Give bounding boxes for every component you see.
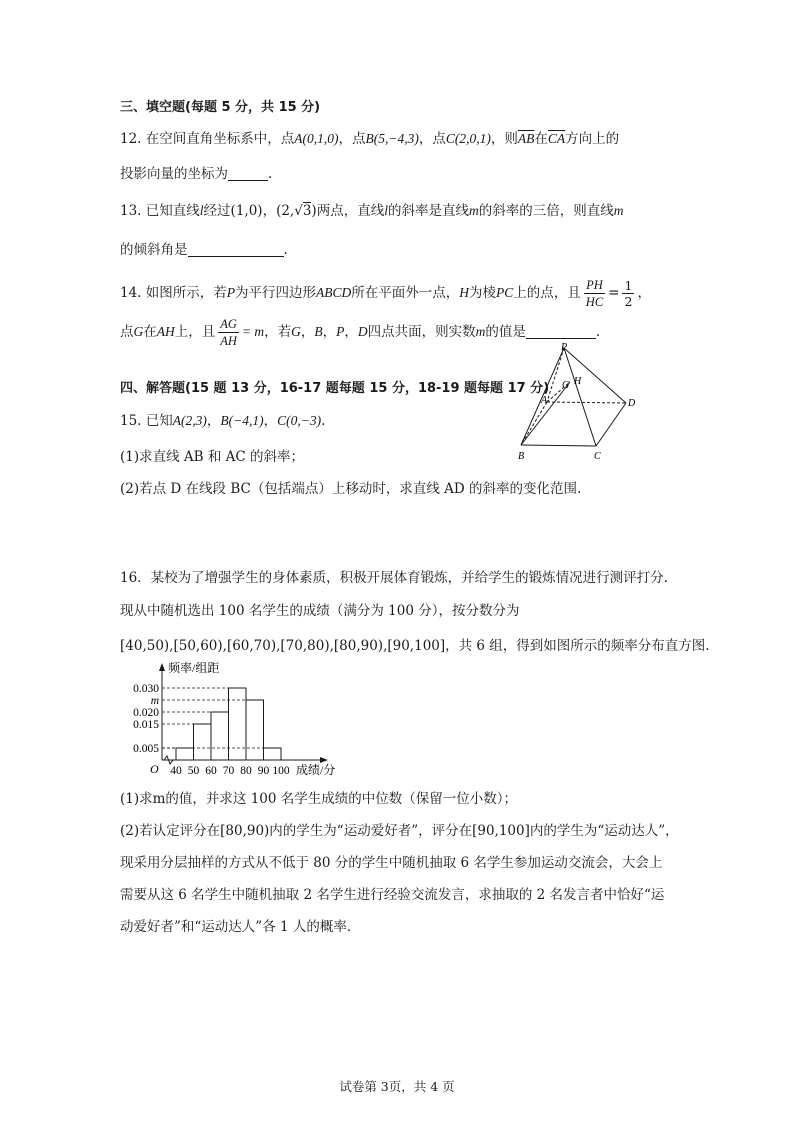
origin-label: O <box>150 762 159 776</box>
q13-text: 经过 <box>203 203 231 219</box>
q12-number: 12. <box>120 131 142 147</box>
y-tick-label: 0.030 <box>133 683 159 695</box>
q15-sep: ， <box>206 413 221 429</box>
q16-line-3 <box>120 636 710 656</box>
q14-text: 所在平面外一点， <box>351 285 460 301</box>
q13-text: 的倾斜角是 <box>120 242 188 258</box>
q12-vector-ab: $\overline{AB}$ <box>517 131 535 146</box>
section-3-heading: 三、填空题(每题 5 分，共 15 分) <box>120 100 321 115</box>
q15-line-1 <box>120 411 325 431</box>
q14-fraction-half <box>622 278 634 309</box>
y-axis-arrow <box>159 663 165 671</box>
q14-answer-blank[interactable] <box>526 324 596 339</box>
label-b: B <box>518 451 525 462</box>
y-axis-label: 频率/组距 <box>168 661 220 675</box>
x-tick-label: 50 <box>187 765 200 777</box>
q14-text: 上，且 <box>174 324 216 340</box>
q15-sub-2: (2)若点 D 在线段 BC（包括端点）上移动时，求直线 AD 的斜率的变化范围. <box>120 481 582 497</box>
q13-number: 13. <box>120 203 142 219</box>
q12-point-a: A(0,1,0) <box>294 131 339 146</box>
label-h: H <box>574 376 582 387</box>
q14-var: P <box>336 324 345 339</box>
q15-point-b: B(−4,1) <box>220 413 264 428</box>
q12-point-b: B(5,−4,3) <box>365 131 419 146</box>
q13-text: 两点，直线 <box>316 203 385 219</box>
q16-intervals: [40,50),[50,60),[60,70),[70,80),[80,90),[90,100] <box>120 638 446 654</box>
q14-text: 如图所示，若 <box>145 285 227 301</box>
q15-number: 15. <box>120 413 142 429</box>
q14-text: 在 <box>143 324 157 340</box>
q12-line-1 <box>120 129 619 149</box>
q12-line-2 <box>120 164 272 184</box>
y-tick-label: 0.020 <box>133 707 159 719</box>
x-tick-label: 70 <box>222 765 235 777</box>
q16-sub-4: 需要从这 6 名学生中随机抽取 2 名学生进行经验交流发言，求抽取的 2 名发言者中恰好“运 <box>120 887 665 903</box>
q14-var: B <box>314 324 323 339</box>
edge-ab <box>521 402 547 445</box>
q14-text: 为棱 <box>469 285 497 301</box>
q14-text: ，若 <box>264 324 292 340</box>
q16-sub-5: 动爱好者”和“运动达人”各 1 人的概率. <box>120 919 352 935</box>
q12-text: 在空间直角坐标系中，点 <box>145 131 295 147</box>
q14-text: 上的点，且 <box>513 285 581 301</box>
q15-sub-1: (1)求直线 AB 和 AC 的斜率； <box>120 449 305 465</box>
q16-sub-1: (1)求m的值，并求这 100 名学生成绩的中位数（保留一位小数）； <box>120 791 518 807</box>
hist-bar <box>176 748 194 760</box>
q13-text: 已知直线 <box>145 203 200 219</box>
q12-text: ，点 <box>338 131 366 147</box>
section-4-heading: 四、解答题(15 题 13 分，16-17 题每题 15 分，18-19 题每题 17 分) <box>120 381 550 396</box>
label-g: G <box>562 380 570 391</box>
q14-sep: ， <box>322 324 337 340</box>
q13-answer-blank[interactable] <box>188 242 284 257</box>
q13-p2a: (2, <box>276 203 295 219</box>
y-tick-label: 0.015 <box>133 719 159 731</box>
label-d: D <box>628 398 636 409</box>
q14-var: D <box>357 324 368 339</box>
x-axis-label: 成绩/分 <box>296 763 336 777</box>
q13-line-l: l <box>199 203 204 218</box>
edge-bc <box>521 445 596 446</box>
q16-sub-2: (2)若认定评分在[80,90)内的学生为“运动爱好者”，评分在[90,100]内的学生为“运动达人”， <box>120 823 679 839</box>
q14-end: . <box>595 324 601 340</box>
q14-fraction-ag-ah <box>218 316 239 349</box>
q13-line-2 <box>120 240 288 260</box>
q14-frac-den: HC <box>585 295 604 309</box>
edge-ad <box>547 402 626 403</box>
q13-text: 的斜率的三倍，则直线 <box>478 203 614 219</box>
q14-comma: ， <box>637 285 651 301</box>
x-tick-label: 90 <box>257 765 270 777</box>
hist-bar <box>246 700 264 760</box>
q14-frac-num: 1 <box>624 278 633 293</box>
q14-var: ABCD <box>316 285 352 300</box>
q16-sub-3: 现采用分层抽样的方式从不低于 80 分的学生中随机抽取 6 名学生参加运动交流会，大会上 <box>120 855 663 871</box>
frequency-histogram <box>118 660 358 786</box>
q12-text: ，点 <box>418 131 446 147</box>
q13-point-2: (2,√3) <box>276 203 317 219</box>
q13-line-m: m <box>613 203 624 218</box>
edge-cd <box>596 403 626 446</box>
x-tick-label: 80 <box>240 765 252 777</box>
q12-point-c: C(2,0,1) <box>445 131 491 146</box>
q16-line-2: 现从中随机选出 100 名学生的成绩（满分为 100 分），按分数分为 <box>120 603 520 619</box>
q12-text: 在 <box>534 131 548 147</box>
q14-var: PC <box>496 285 514 300</box>
q14-var: m <box>475 324 486 339</box>
q14-frac-num: PH <box>586 278 603 292</box>
q14-text: 四点共面，则实数 <box>367 324 476 340</box>
hist-bar <box>229 688 247 760</box>
q16-text: ，共 6 组，得到如图所示的频率分布直方图. <box>445 638 710 654</box>
pyramid-figure <box>510 340 650 465</box>
q12-end: . <box>268 166 273 182</box>
q14-line-1 <box>120 277 651 310</box>
q14-var: G <box>291 324 301 339</box>
x-tick-label: 60 <box>205 765 217 777</box>
q14-fraction-ph-hc <box>584 277 605 310</box>
label-a: A <box>541 395 548 406</box>
q16-line-1: 16．某校为了增强学生的身体素质，积极开展体育锻炼，并给学生的锻炼情况进行测评打分. <box>120 570 668 586</box>
q14-var: H <box>459 285 470 300</box>
y-tick-label: m <box>150 695 159 707</box>
q15-end: . <box>321 413 326 429</box>
q14-text: 的值是 <box>485 324 526 340</box>
q12-text: 方向上的 <box>565 131 620 147</box>
q14-var: G <box>133 324 144 339</box>
q14-number: 14. <box>120 285 142 301</box>
q14-frac-den: 2 <box>624 294 633 309</box>
q14-var: AH <box>156 324 175 339</box>
x-tick-label: 100 <box>272 765 290 777</box>
q13-end: . <box>283 242 288 258</box>
q13-point-1: (1,0) <box>230 203 263 219</box>
q15-text: 已知 <box>145 413 173 429</box>
q14-frac-num: AG <box>220 317 237 331</box>
q15-sep: ， <box>263 413 278 429</box>
q12-text: ，则 <box>490 131 518 147</box>
q13-sep: ， <box>262 203 277 219</box>
hist-bar <box>264 748 282 760</box>
q12-vector-ca: $\overline{CA}$ <box>547 131 566 146</box>
q14-eqm: = m <box>241 324 265 339</box>
q13-text: 的斜率是直线 <box>387 203 469 219</box>
q13-p2b: ) <box>311 203 317 219</box>
q14-sep: ， <box>344 324 358 340</box>
q13-line-m: m <box>468 203 479 218</box>
q14-eq: = <box>608 285 620 301</box>
q14-frac-den: AH <box>220 334 237 348</box>
q12-answer-blank[interactable] <box>228 166 268 181</box>
q15-point-a: A(2,3) <box>172 413 207 428</box>
hist-bar <box>194 724 212 760</box>
q15-point-c: C(0,−3) <box>277 413 322 428</box>
q14-sep: ， <box>300 324 315 340</box>
q14-text: 为平行四边形 <box>235 285 317 301</box>
label-p: P <box>561 342 568 353</box>
edge-pa <box>547 348 564 402</box>
page-footer: 试卷第 3页，共 4 页 <box>339 1079 455 1094</box>
label-c: C <box>594 451 601 462</box>
x-tick-label: 40 <box>170 765 182 777</box>
q14-text: 点 <box>120 324 134 340</box>
q13-line-l: l <box>384 203 388 218</box>
hist-bar <box>211 712 229 760</box>
y-tick-label: 0.005 <box>133 743 159 755</box>
q14-var: P <box>226 285 236 300</box>
q12-text: 投影向量的坐标为 <box>120 166 228 182</box>
q13-sqrt: 3 <box>302 203 312 219</box>
q13-line-1 <box>120 201 623 221</box>
